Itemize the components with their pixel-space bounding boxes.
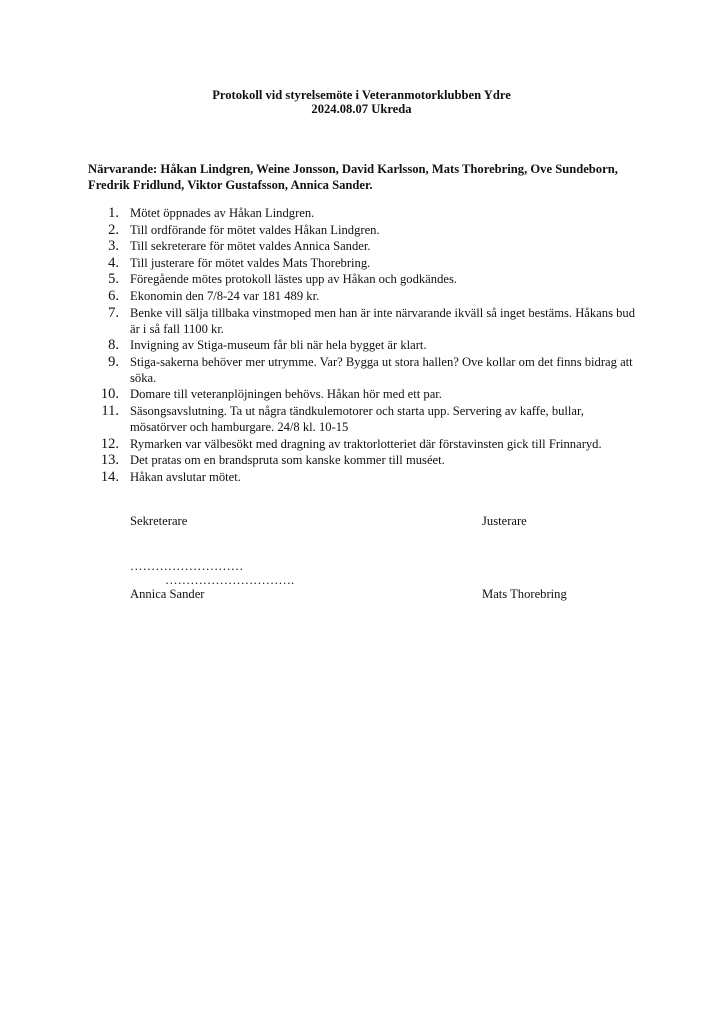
list-item (88, 305, 648, 337)
item-number: 4. (108, 254, 119, 271)
list-item (88, 255, 648, 271)
item-text: Till sekreterare för mötet valdes Annica Sander. (130, 239, 371, 254)
item-number: 7. (108, 304, 119, 321)
item-text: Till justerare för mötet valdes Mats Thorebring. (130, 255, 371, 270)
list-item (88, 238, 648, 254)
list-item (88, 403, 648, 435)
title-line-2: 2024.08.07 Ukreda (311, 102, 412, 116)
item-text: Ekonomin den 7/8-24 var 181 489 kr. (130, 288, 320, 303)
item-number: 14. (100, 468, 119, 485)
document-title (0, 88, 723, 116)
item-text: Benke vill sälja tillbaka vinstmoped men han är inte närvarande ikväll så inget bestäms. Håkans bud är i så fall 1100 kr. (130, 305, 636, 336)
adjuster-signature-line: …………………………. (165, 573, 295, 587)
list-item (88, 205, 648, 221)
item-text: Stiga-sakerna behöver mer utrymme. Var? Bygga ut stora hallen? Ove kollar om det finns bidrag att söka. (130, 354, 633, 385)
secretary-label: Sekreterare (130, 514, 188, 528)
item-text: Säsongsavslutning. Ta ut några tändkulemotorer och starta upp. Servering av kaffe, bullar, mösatörver och hamburgare. 24/8 kl. 10-15 (130, 403, 584, 434)
item-text: Håkan avslutar mötet. (130, 469, 241, 484)
list-item (88, 469, 648, 485)
item-text: Till ordförande för mötet valdes Håkan Lindgren. (130, 222, 380, 237)
item-number: 12. (100, 435, 119, 452)
item-number: 11. (101, 402, 119, 419)
list-item (88, 436, 648, 452)
item-number: 1. (108, 205, 119, 221)
list-item (88, 386, 648, 402)
item-number: 5. (108, 271, 119, 288)
item-text: Domare till veteranplöjningen behövs. Håkan hör med ett par. (130, 387, 442, 402)
item-text: Det pratas om en brandspruta som kanske kommer till muséet. (130, 453, 445, 468)
item-text: Invigning av Stiga-museum får bli när hela bygget är klart. (130, 338, 427, 353)
title-line-1: Protokoll vid styrelsemöte i Veteranmotorklubben Ydre (212, 88, 511, 102)
item-number: 6. (108, 287, 119, 304)
item-number: 13. (100, 452, 119, 469)
attendance-list: Närvarande: Håkan Lindgren, Weine Jonsson, David Karlsson, Mats Thorebring, Ove Sundeborn, Fredrik Fridlund, Viktor Gustafsson, Annica Sander. (88, 162, 618, 192)
item-number: 10. (100, 386, 119, 403)
item-number: 3. (108, 238, 119, 255)
item-text: Mötet öppnades av Håkan Lindgren. (130, 206, 315, 220)
secretary-signature-line: ……………………… (130, 559, 244, 573)
item-text: Rymarken var välbesökt med dragning av traktorlotteriet där förstavinsten gick till Frinnaryd. (130, 436, 602, 451)
list-item (88, 354, 648, 386)
item-text: Föregående mötes protokoll lästes upp av Håkan och godkändes. (130, 272, 458, 287)
item-number: 2. (108, 221, 119, 238)
item-number: 8. (108, 337, 119, 354)
list-item (88, 222, 648, 238)
list-item (88, 288, 648, 304)
list-item (88, 271, 648, 287)
item-number: 9. (108, 353, 119, 370)
list-item (88, 337, 648, 353)
adjuster-name: Mats Thorebring (482, 587, 567, 601)
adjuster-label: Justerare (482, 514, 527, 528)
list-item (88, 452, 648, 468)
agenda-list (88, 205, 648, 485)
secretary-name: Annica Sander (130, 587, 205, 601)
